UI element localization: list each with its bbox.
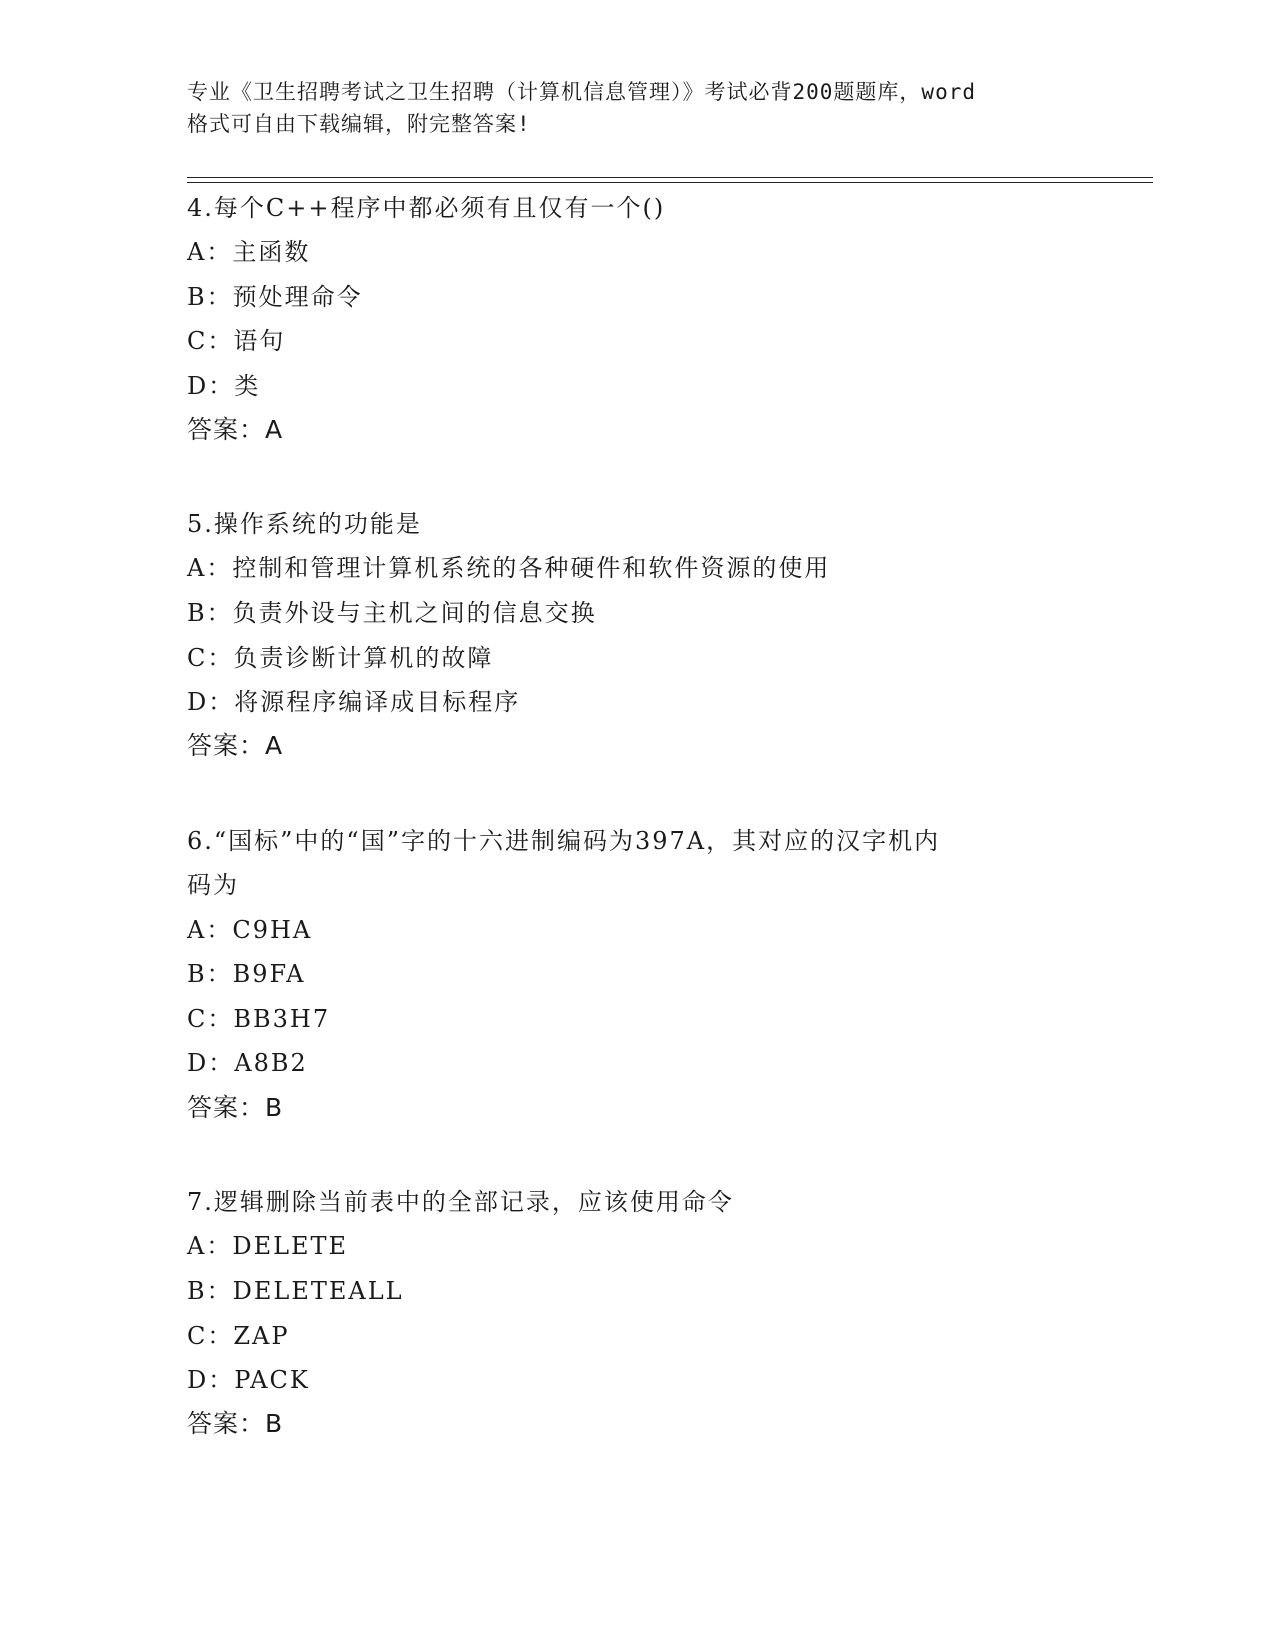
question-6-option-b: B：B9FA [187,960,306,988]
question-5-stem: 5.操作系统的功能是 [187,510,422,538]
question-5-answer: 答案：A [187,731,284,760]
question-7-option-d: D：PACK [187,1366,310,1394]
question-6-stem-continued: 码为 [187,871,239,899]
header-divider-bottom [187,182,1153,183]
question-7-answer: 答案：B [187,1409,284,1438]
question-4-stem: 4.每个C++程序中都必须有且仅有一个() [187,194,666,222]
document-header [187,76,1087,140]
header-line-1: 专业《卫生招聘考试之卫生招聘（计算机信息管理）》考试必背200题题库，word [187,80,976,104]
question-5-option-d: D：将源程序编译成目标程序 [187,688,521,716]
question-4-option-d: D：类 [187,372,261,400]
question-4-option-c: C：语句 [187,327,286,355]
question-4-option-a: A：主函数 [187,238,311,266]
question-6-option-a: A：C9HA [187,916,313,944]
header-divider-top [187,177,1153,178]
question-6-answer: 答案：B [187,1093,284,1122]
question-6-option-d: D：A8B2 [187,1049,308,1077]
question-7-option-b: B：DELETEALL [187,1277,404,1305]
question-7-stem: 7.逻辑删除当前表中的全部记录，应该使用命令 [187,1188,734,1216]
header-line-2: 格式可自由下载编辑，附完整答案! [187,112,531,136]
question-6-stem: 6.“国标”中的“国”字的十六进制编码为397A，其对应的汉字机内 [187,827,941,855]
question-4-answer: 答案：A [187,415,284,444]
question-7-option-c: C：ZAP [187,1322,290,1350]
question-4-option-b: B：预处理命令 [187,283,363,311]
question-6-option-c: C：BB3H7 [187,1005,331,1033]
question-7-option-a: A：DELETE [187,1232,349,1260]
question-5-option-a: A：控制和管理计算机系统的各种硬件和软件资源的使用 [187,554,831,582]
question-5-option-b: B：负责外设与主机之间的信息交换 [187,599,597,627]
question-5-option-c: C：负责诊断计算机的故障 [187,644,494,672]
